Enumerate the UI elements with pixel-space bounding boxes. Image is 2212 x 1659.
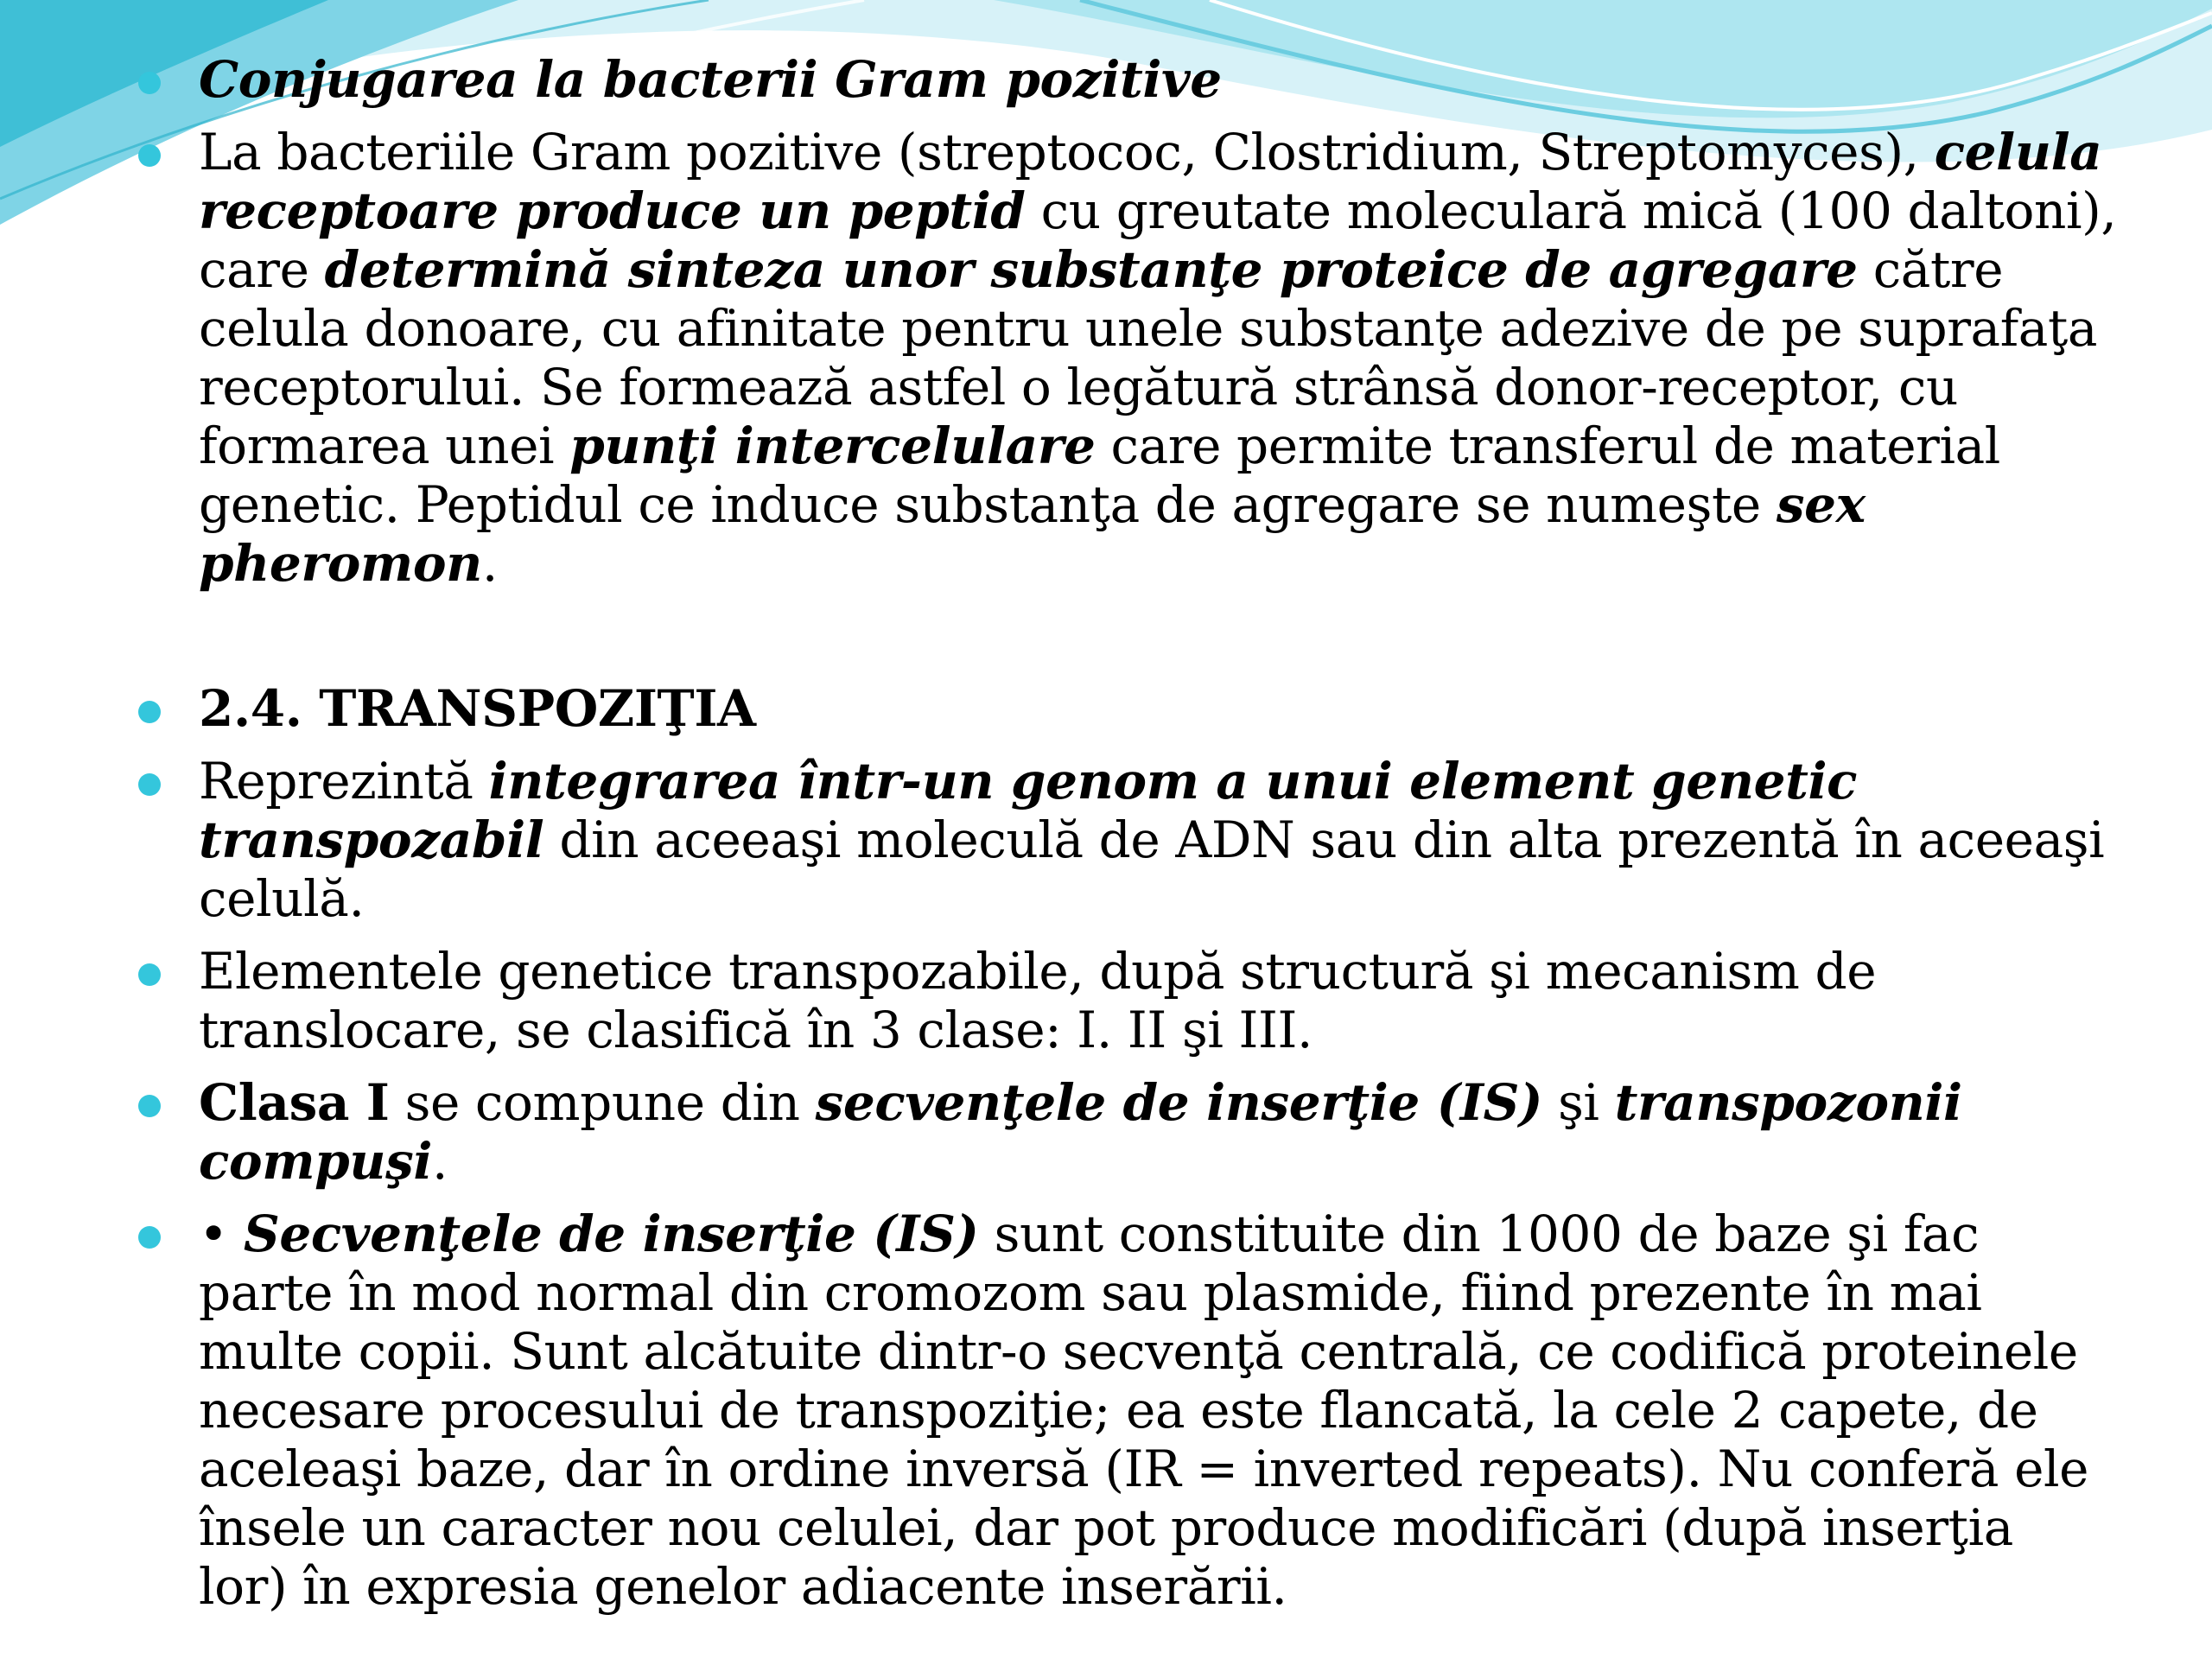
- bullet-dot-icon: [138, 1226, 161, 1249]
- bullet-dot-icon: [138, 1095, 161, 1117]
- spacer: [130, 1191, 2117, 1205]
- bullet-dot-icon: [138, 701, 161, 723]
- text-segment: integrarea într-un genom a unui element genetic transpozabil: [199, 752, 1858, 869]
- text-segment: Conjugarea la bacterii Gram pozitive: [199, 50, 1222, 109]
- text-segment: către celula donoare, cu afinitate pentru unele substanţe adezive de pe suprafaţa receptorului. Se formează astfel o legătură strânsă donor-receptor, cu formarea unei: [199, 240, 2098, 475]
- text-segment: transpozonii compuşi: [199, 1073, 1962, 1191]
- bullet-dot-icon: [138, 144, 161, 167]
- bullet-dot-icon: [138, 773, 161, 796]
- text-segment: .: [431, 1132, 448, 1191]
- bullet-dot-icon: [138, 963, 161, 986]
- bullet-item: [130, 50, 2117, 109]
- spacer: [130, 109, 2117, 123]
- bullet-item: [130, 942, 2117, 1059]
- bullet-item: [130, 1073, 2117, 1191]
- text-segment: punţi intercelulare: [569, 416, 1096, 475]
- text-segment: secvenţele de inserţie (IS): [815, 1073, 1543, 1132]
- text-segment: •: [199, 1205, 244, 1263]
- text-segment: Reprezintă: [199, 752, 489, 810]
- text-segment: şi: [1542, 1073, 1615, 1132]
- spacer: [130, 928, 2117, 942]
- text-segment: Elementele genetice transpozabile, după structură şi mecanism de translocare, se clasifică în 3 clase: I. II şi III.: [199, 942, 1877, 1059]
- bullet-item: [130, 752, 2117, 928]
- text-segment: .: [481, 534, 498, 593]
- spacer: [130, 738, 2117, 752]
- bullet-dot-icon: [138, 72, 161, 94]
- text-segment: 2.4. TRANSPOZIŢIA: [199, 679, 756, 738]
- text-segment: se compune din: [389, 1073, 816, 1132]
- text-segment: din aceeaşi moleculă de ADN sau din alta prezentă în aceeaşi celulă.: [199, 810, 2105, 928]
- text-segment: care permite transferul de material genetic. Peptidul ce induce substanţa de agregare se numeşte: [199, 416, 2000, 534]
- text-segment: sunt constituite din 1000 de baze şi fac parte în mod normal din cromozom sau plasmide, fiind prezente în mai multe copii. Sunt alcătuite dintr-o secvenţă centrală, ce codifică proteinele necesare procesului de transpoziţie; ea este flancată, la cele 2 capete, de aceleaşi baze, dar în ordine inversă (IR = inverted repeats). Nu conferă ele însele un caracter nou celulei, dar pot produce modificări (după inserţia lor) în expresia genelor adiacente inserării.: [199, 1205, 2089, 1616]
- spacer: [130, 1059, 2117, 1073]
- text-segment: cu greutate moleculară mică (100 daltoni), care: [199, 181, 2117, 299]
- slide-content: [130, 50, 2117, 1616]
- text-segment: Clasa I: [199, 1073, 390, 1132]
- spacer: [130, 593, 2117, 679]
- bullet-item: [130, 1205, 2117, 1616]
- text-segment: determină sinteza unor substanţe proteice de agregare: [324, 240, 1858, 299]
- bullet-item: [130, 123, 2117, 593]
- bullet-item: [130, 679, 2117, 738]
- text-segment: La bacteriile Gram pozitive (streptococ, Clostridium, Streptomyces),: [199, 123, 1935, 181]
- text-segment: sex pheromon: [199, 475, 1866, 593]
- text-segment: Secvenţele de inserţie (IS): [243, 1205, 979, 1263]
- text-segment: celula receptoare produce un peptid: [199, 123, 2102, 240]
